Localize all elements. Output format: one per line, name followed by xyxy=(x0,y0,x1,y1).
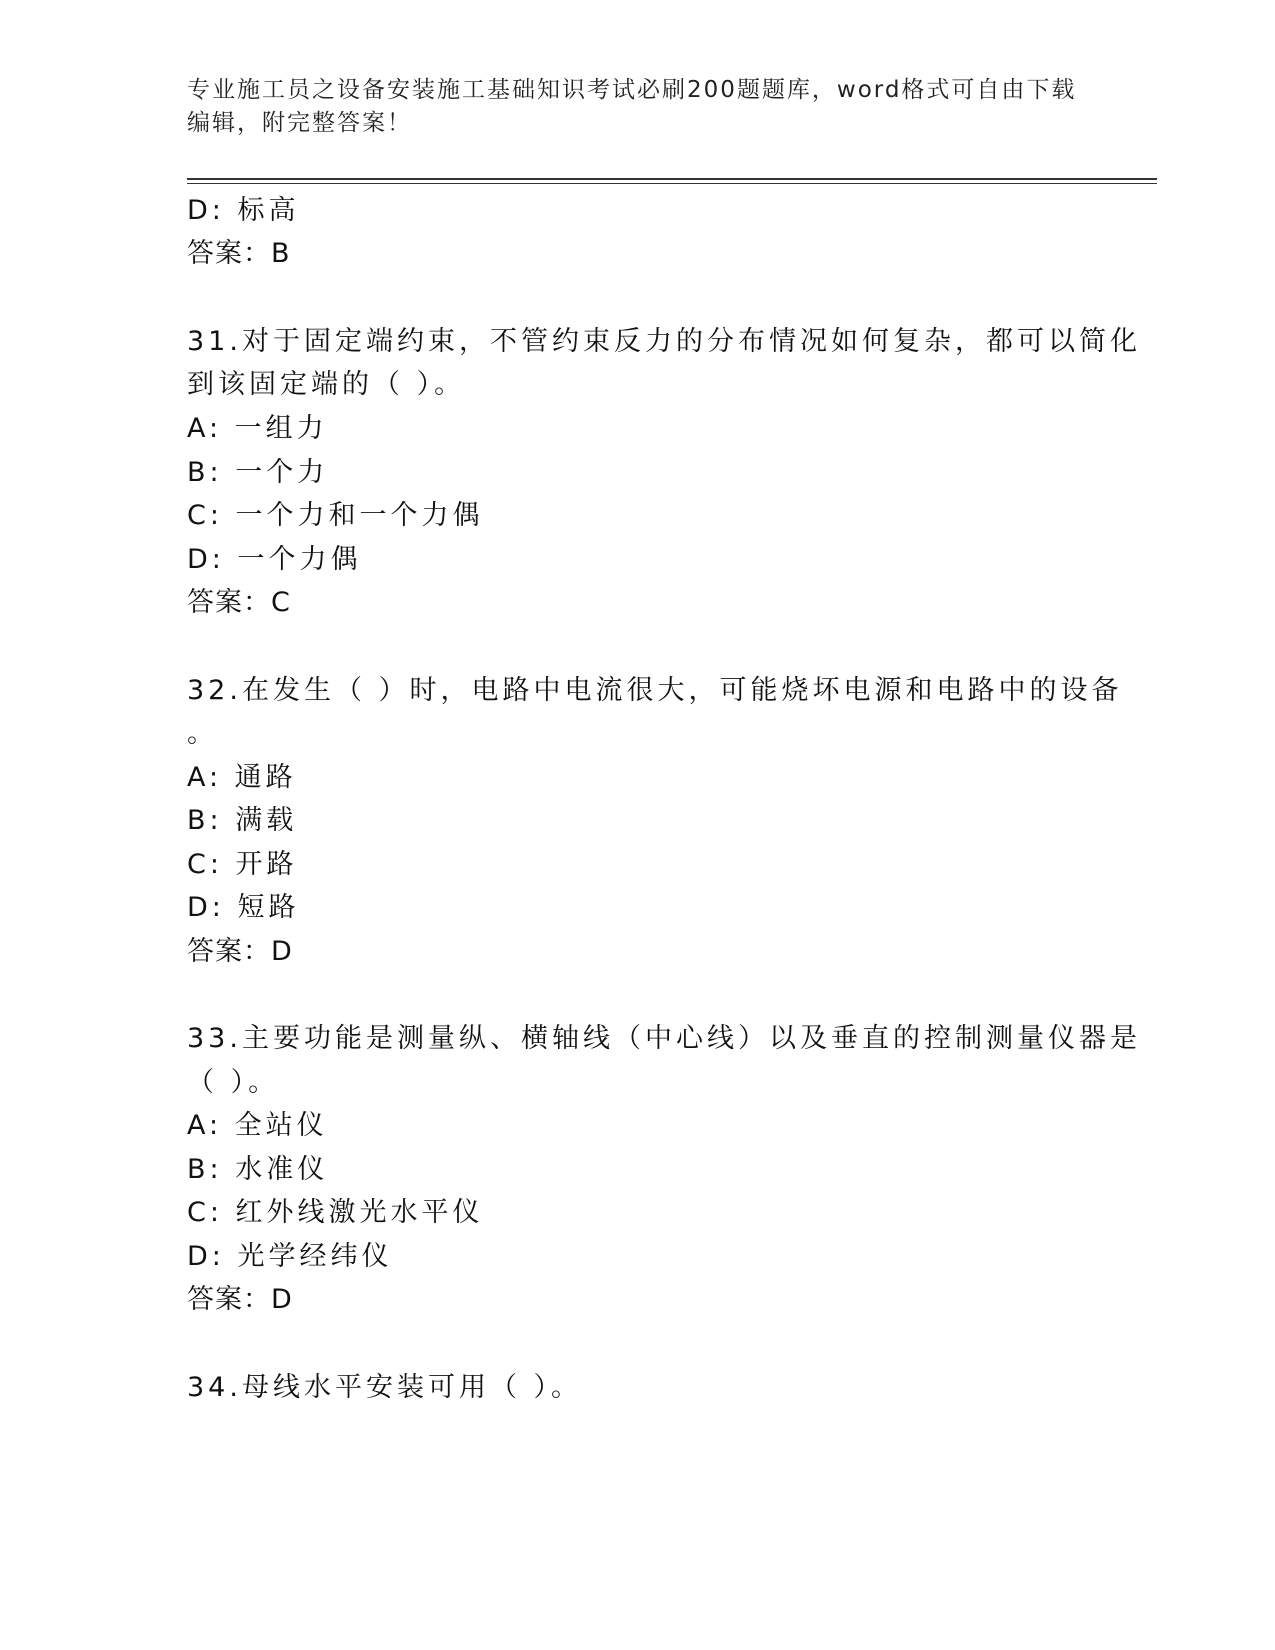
q31-option-c: C: 一个力和一个力偶 xyxy=(187,500,484,531)
q31-option-a: A: 一组力 xyxy=(187,413,328,444)
q33-option-c: C: 红外线激光水平仪 xyxy=(187,1197,484,1228)
header-title-line-1: 专业施工员之设备安装施工基础知识考试必刷200题题库，word格式可自由下载 xyxy=(187,77,1077,103)
q31-option-d: D: 一个力偶 xyxy=(187,544,362,575)
prev-option-d: D: 标高 xyxy=(187,195,300,226)
header-divider-thin xyxy=(187,183,1157,184)
q33-answer: 答案：D xyxy=(187,1284,293,1315)
q32-option-c: C: 开路 xyxy=(187,849,298,880)
q32-stem-line-2: 。 xyxy=(187,718,218,749)
q33-stem-line-1: 33.主要功能是测量纵、横轴线（中心线）以及垂直的控制测量仪器是 xyxy=(187,1023,1141,1054)
header-divider-thick xyxy=(187,178,1157,180)
q31-stem-line-2: 到该固定端的（ ）。 xyxy=(187,369,466,400)
q31-stem-line-1: 31.对于固定端约束，不管约束反力的分布情况如何复杂，都可以简化 xyxy=(187,326,1141,357)
q32-answer: 答案：D xyxy=(187,936,293,967)
q33-option-b: B: 水准仪 xyxy=(187,1154,329,1185)
q32-option-a: A: 通路 xyxy=(187,762,297,793)
q32-option-d: D: 短路 xyxy=(187,892,300,923)
q31-option-b: B: 一个力 xyxy=(187,457,329,488)
q33-option-d: D: 光学经纬仪 xyxy=(187,1241,393,1272)
q33-stem-line-2: （ ）。 xyxy=(187,1067,280,1098)
q32-option-b: B: 满载 xyxy=(187,805,298,836)
prev-answer: 答案：B xyxy=(187,238,291,269)
q32-stem-line-1: 32.在发生（ ）时，电路中电流很大，可能烧坏电源和电路中的设备 xyxy=(187,675,1123,706)
q33-option-a: A: 全站仪 xyxy=(187,1110,328,1141)
document-header xyxy=(187,74,1087,140)
header-title-line-2: 编辑，附完整答案！ xyxy=(187,110,412,136)
q31-answer: 答案：C xyxy=(187,587,291,618)
q34-stem-line-1: 34.母线水平安装可用（ ）。 xyxy=(187,1372,583,1403)
